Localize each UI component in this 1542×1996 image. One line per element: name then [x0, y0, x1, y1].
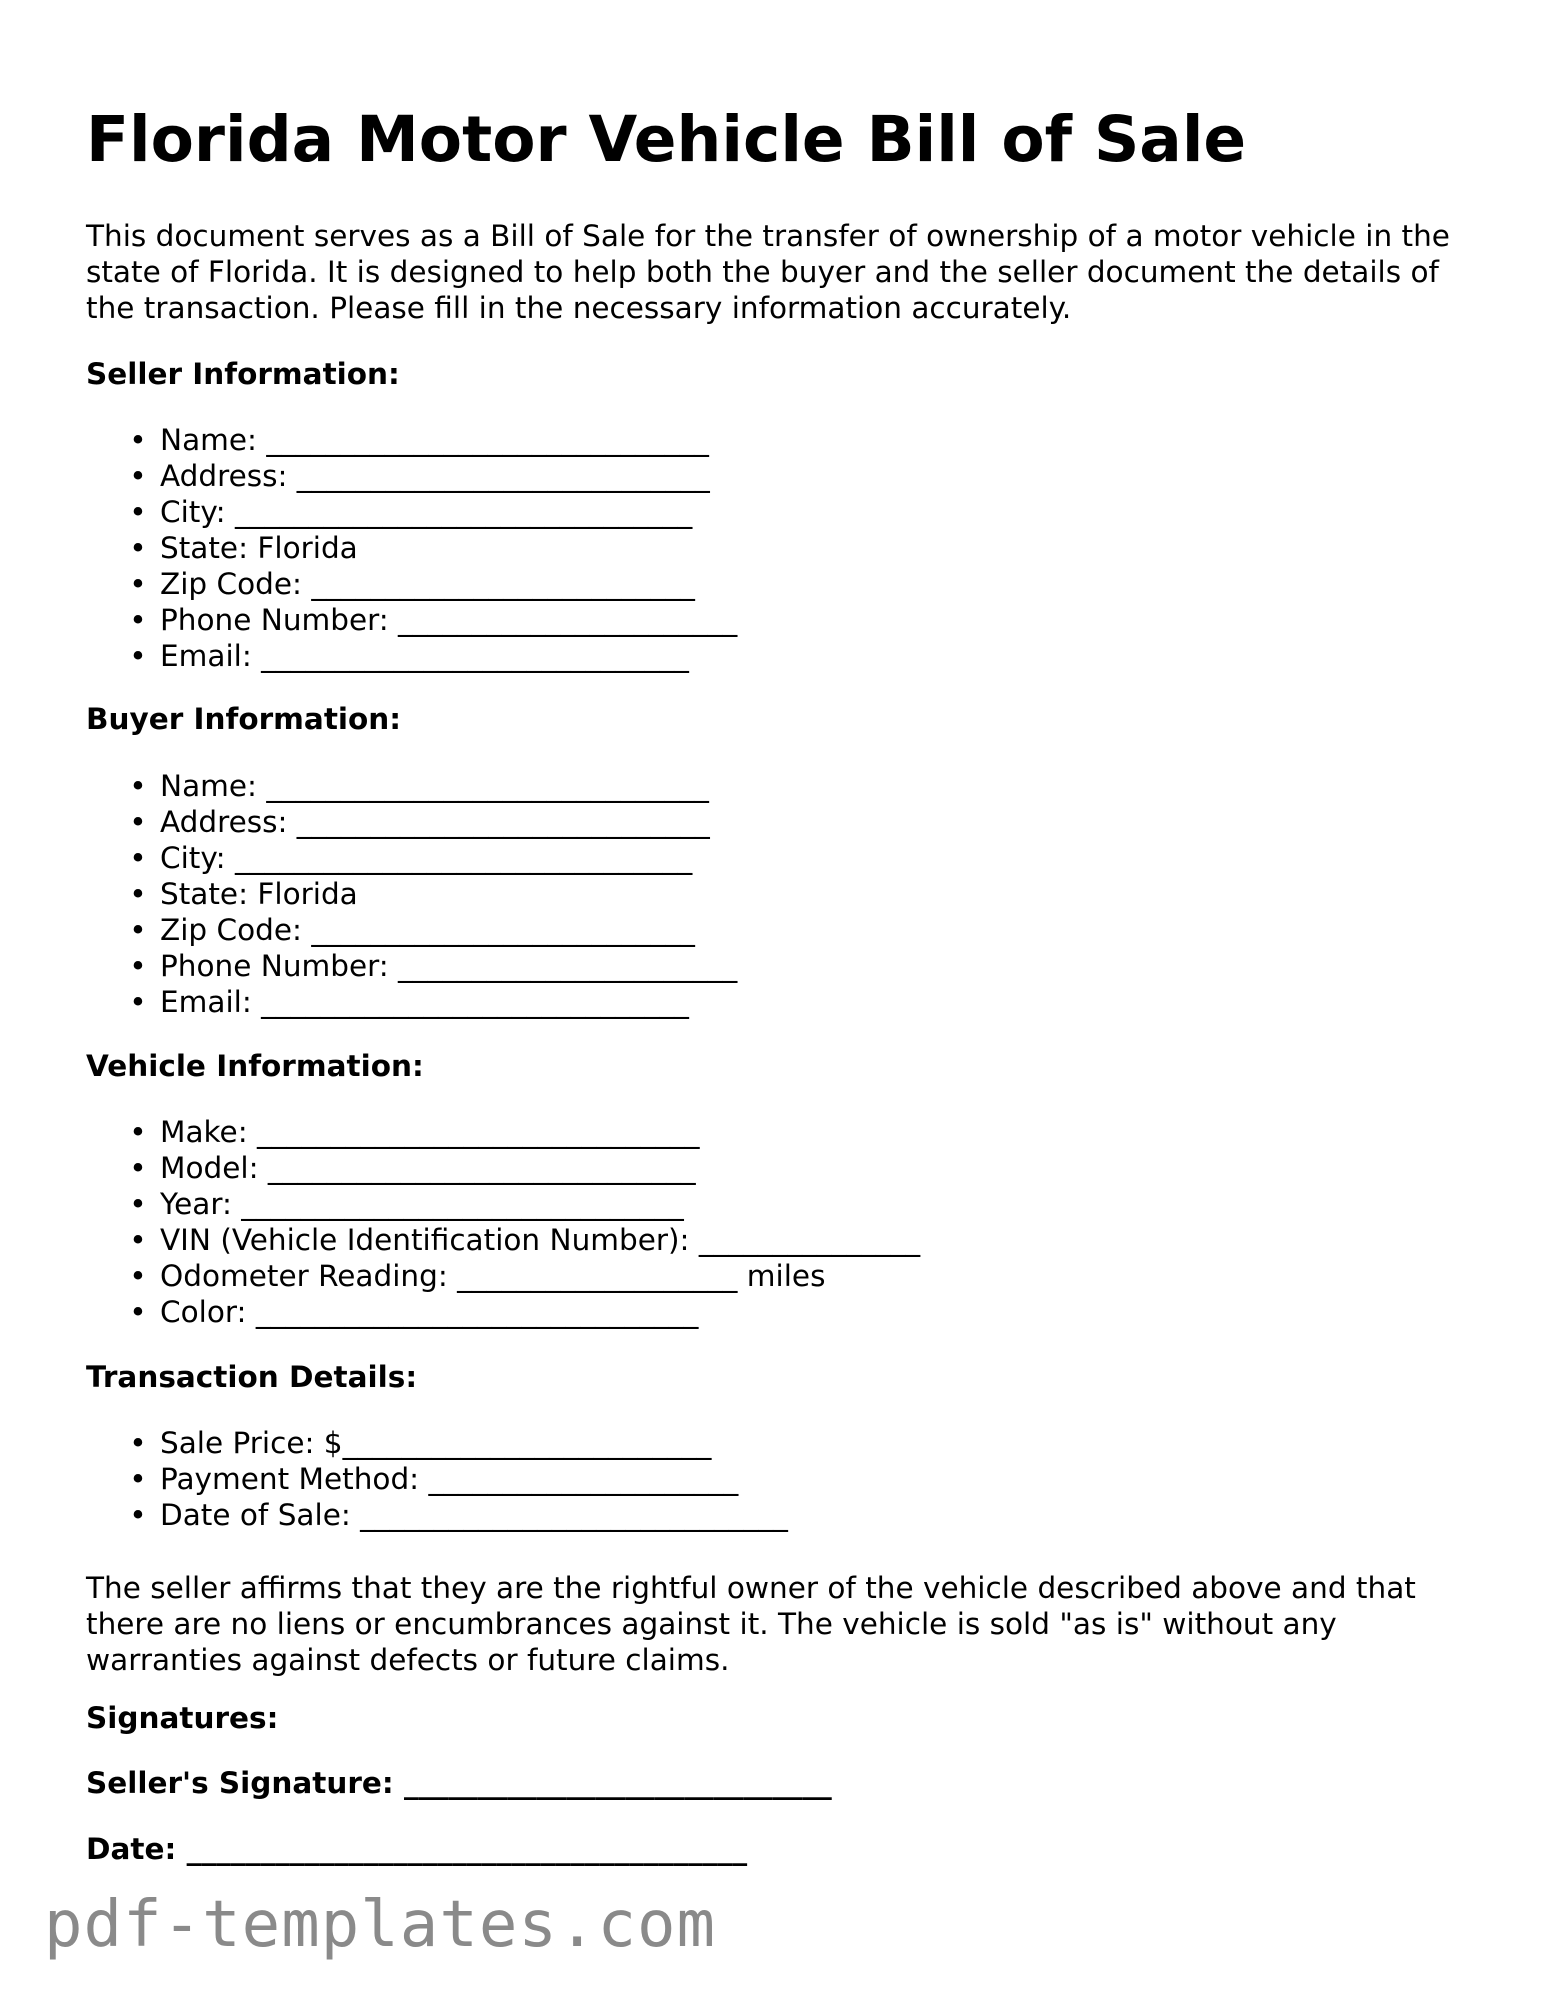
- field-text: Payment Method: _____________________: [160, 1462, 739, 1496]
- bullet-icon: •: [129, 459, 147, 493]
- bullet-icon: •: [129, 949, 147, 983]
- seller-name-field[interactable]: [86, 422, 737, 458]
- vehicle-vin-field[interactable]: [86, 1222, 920, 1258]
- bullet-icon: •: [129, 985, 147, 1019]
- bullet-icon: •: [129, 639, 147, 673]
- field-text: Make: ______________________________: [160, 1115, 700, 1149]
- bullet-icon: •: [129, 769, 147, 803]
- field-text: State: Florida: [160, 531, 358, 565]
- bullet-icon: •: [129, 1115, 147, 1149]
- field-text: City: _______________________________: [160, 841, 693, 875]
- bullet-icon: •: [129, 567, 147, 601]
- field-text: Year: ______________________________: [160, 1187, 684, 1221]
- field-text: Address: ____________________________: [160, 459, 710, 493]
- field-text: Date of Sale: _____________________________: [160, 1498, 788, 1532]
- seller-section-heading: Seller Information:: [86, 357, 400, 391]
- bullet-icon: •: [129, 841, 147, 875]
- field-text: Name: ______________________________: [160, 423, 709, 457]
- buyer-section-heading: Buyer Information:: [86, 702, 402, 736]
- bullet-icon: •: [129, 877, 147, 911]
- vehicle-make-field[interactable]: [86, 1114, 920, 1150]
- transaction-fields-list: [86, 1425, 788, 1533]
- bullet-icon: •: [129, 423, 147, 457]
- bullet-icon: •: [129, 1151, 147, 1185]
- seller-email-field[interactable]: [86, 638, 737, 674]
- bullet-icon: •: [129, 531, 147, 565]
- field-text: Email: _____________________________: [160, 639, 689, 673]
- vehicle-model-field[interactable]: [86, 1150, 920, 1186]
- field-text: Email: _____________________________: [160, 985, 689, 1019]
- field-text: VIN (Vehicle Identification Number): _______________: [160, 1223, 921, 1257]
- seller-address-field[interactable]: [86, 458, 737, 494]
- vehicle-section-heading: Vehicle Information:: [86, 1049, 424, 1083]
- buyer-zip-field[interactable]: [86, 912, 737, 948]
- bullet-icon: •: [129, 1187, 147, 1221]
- bullet-icon: •: [129, 1498, 147, 1532]
- document-title: Florida Motor Vehicle Bill of Sale: [86, 103, 1247, 176]
- bullet-icon: •: [129, 1259, 147, 1293]
- payment-method-field[interactable]: [86, 1461, 788, 1497]
- bullet-icon: •: [129, 603, 147, 637]
- seller-fields-list: [86, 422, 737, 674]
- buyer-phone-field[interactable]: [86, 948, 737, 984]
- field-text: Odometer Reading: ___________________ miles: [160, 1259, 826, 1293]
- signature-date-line[interactable]: Date: ______________________________________: [86, 1832, 748, 1866]
- signatures-heading: Signatures:: [86, 1701, 279, 1735]
- field-text: Address: ____________________________: [160, 805, 710, 839]
- date-of-sale-field[interactable]: [86, 1497, 788, 1533]
- seller-state-field: [86, 530, 737, 566]
- bullet-icon: •: [129, 495, 147, 529]
- vehicle-color-field[interactable]: [86, 1294, 920, 1330]
- bullet-icon: •: [129, 805, 147, 839]
- intro-paragraph: This document serves as a Bill of Sale for the transfer of ownership of a motor vehicle in the state of Florida. It is designed to help both the buyer and the seller document the details of the transaction. Please fill in the necessary information accurately.: [86, 219, 1450, 325]
- seller-phone-field[interactable]: [86, 602, 737, 638]
- bullet-icon: •: [129, 1462, 147, 1496]
- field-text: Name: ______________________________: [160, 769, 709, 803]
- buyer-email-field[interactable]: [86, 984, 737, 1020]
- field-text: City: _______________________________: [160, 495, 693, 529]
- bullet-icon: •: [129, 1426, 147, 1460]
- sale-price-field[interactable]: [86, 1425, 788, 1461]
- buyer-fields-list: [86, 768, 737, 1020]
- buyer-address-field[interactable]: [86, 804, 737, 840]
- bullet-icon: •: [129, 1295, 147, 1329]
- vehicle-odometer-field[interactable]: [86, 1258, 920, 1294]
- bullet-icon: •: [129, 1223, 147, 1257]
- bullet-icon: •: [129, 913, 147, 947]
- field-text: Phone Number: _______________________: [160, 603, 738, 637]
- field-text: Zip Code: __________________________: [160, 567, 695, 601]
- field-text: State: Florida: [160, 877, 358, 911]
- field-text: Model: _____________________________: [160, 1151, 696, 1185]
- buyer-state-field: [86, 876, 737, 912]
- field-text: Sale Price: $_________________________: [160, 1426, 712, 1460]
- vehicle-fields-list: [86, 1114, 920, 1330]
- seller-zip-field[interactable]: [86, 566, 737, 602]
- buyer-name-field[interactable]: [86, 768, 737, 804]
- buyer-city-field[interactable]: [86, 840, 737, 876]
- seller-signature-line[interactable]: Seller's Signature: _____________________________: [86, 1766, 832, 1800]
- vehicle-year-field[interactable]: [86, 1186, 920, 1222]
- seller-city-field[interactable]: [86, 494, 737, 530]
- field-text: Zip Code: __________________________: [160, 913, 695, 947]
- affirmation-paragraph: The seller affirms that they are the rightful owner of the vehicle described above and that there are no liens or encumbrances against it. The vehicle is sold "as is" without any warranties against defects or future claims.: [86, 1571, 1416, 1677]
- transaction-section-heading: Transaction Details:: [86, 1360, 418, 1394]
- field-text: Phone Number: _______________________: [160, 949, 738, 983]
- field-text: Color: ______________________________: [160, 1295, 699, 1329]
- watermark: pdf-templates.com: [44, 1888, 717, 1962]
